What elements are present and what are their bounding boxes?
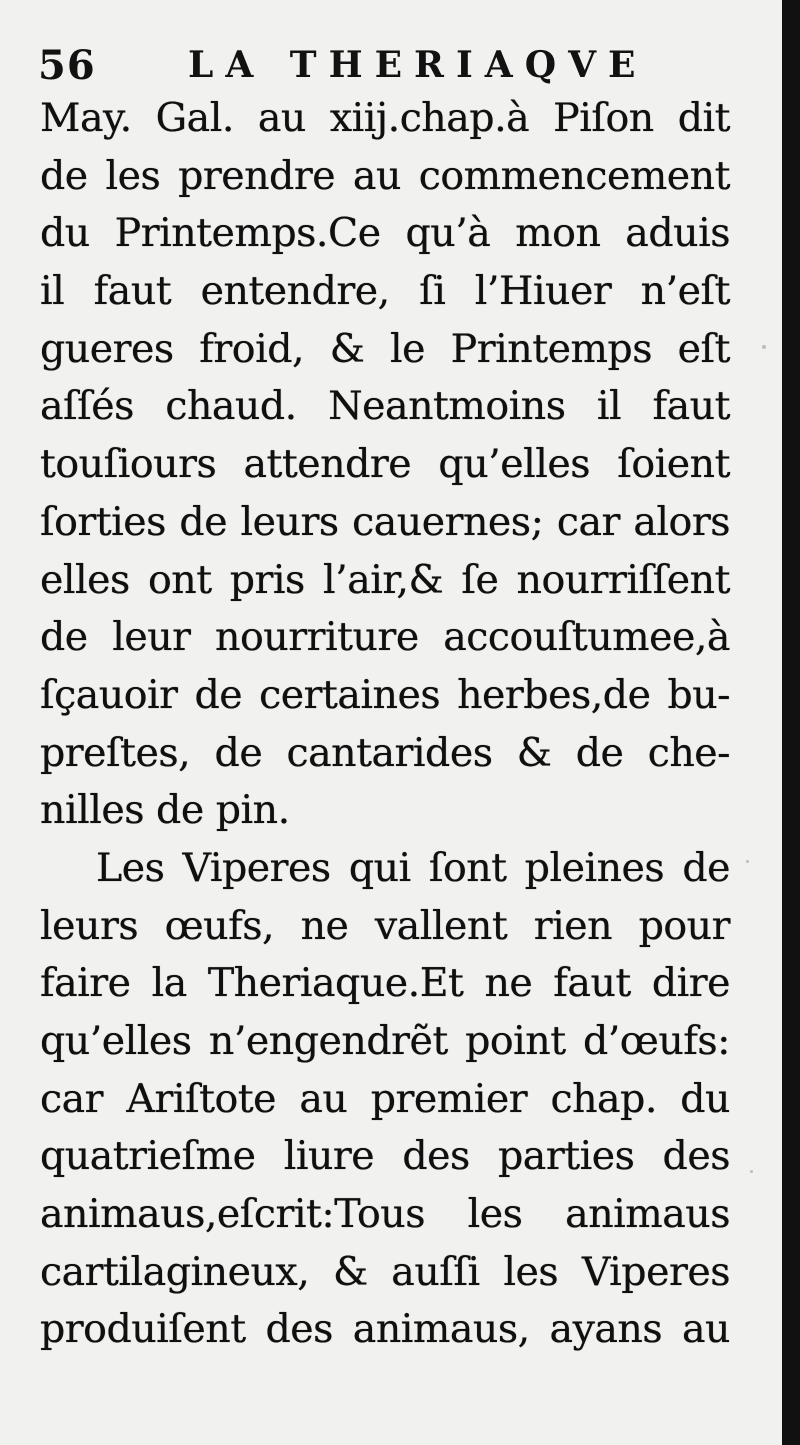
text-line: May. Gal. au xiij.chap.à Piſon dit xyxy=(40,95,730,141)
text-line: de les prendre au commencement xyxy=(40,152,730,199)
page-header xyxy=(38,40,758,92)
text-line: du Printemps.Ce qu’à mon aduis xyxy=(40,210,730,257)
text-line: elles ont pris l’air,& ſe nourriſſent xyxy=(40,556,730,603)
running-head: LA THERIAQVE xyxy=(188,44,648,86)
paper-speck xyxy=(746,860,749,863)
text-line: ſorties de leurs cauernes; car alors xyxy=(40,498,730,545)
page-number: 56 xyxy=(38,42,96,89)
body-text xyxy=(40,90,730,1359)
text-line: produiſent des animaus, ayans au xyxy=(40,1306,730,1353)
text-line: faire la Theriaque.Et ne faut dire xyxy=(40,960,730,1007)
page-edge-shadow xyxy=(782,0,800,1445)
text-line: car Ariſtote au premier chap. du xyxy=(40,1075,730,1122)
paper-speck xyxy=(762,345,766,349)
text-line: aſſés chaud. Neantmoins il faut xyxy=(40,383,730,430)
paper-speck xyxy=(750,1170,753,1173)
text-line: animaus,eſcrit:Tous les animaus xyxy=(40,1191,730,1238)
text-line: Les Viperes qui ſont pleines de xyxy=(96,844,730,891)
text-line: qu’elles n’engendrẽt point d’œufs: xyxy=(40,1018,730,1064)
text-line: de leur nourriture accouſtumee,à xyxy=(40,614,730,661)
text-line: gueres froid, & le Printemps eſt xyxy=(40,325,730,372)
text-line: cartilagineux, & auſſi les Viperes xyxy=(40,1248,730,1295)
text-line: leurs œufs, ne vallent rien pour xyxy=(40,902,730,949)
text-line: quatrieſme liure des parties des xyxy=(40,1133,730,1180)
text-line: nilles de pin. xyxy=(40,787,290,834)
text-line: ſçauoir de certaines herbes,de bu- xyxy=(40,671,730,718)
text-line: touſiours attendre qu’elles ſoient xyxy=(40,441,730,488)
text-line: il faut entendre, ſi l’Hiuer n’eſt xyxy=(40,268,730,315)
text-line: preſtes, de cantarides & de che- xyxy=(40,729,730,776)
